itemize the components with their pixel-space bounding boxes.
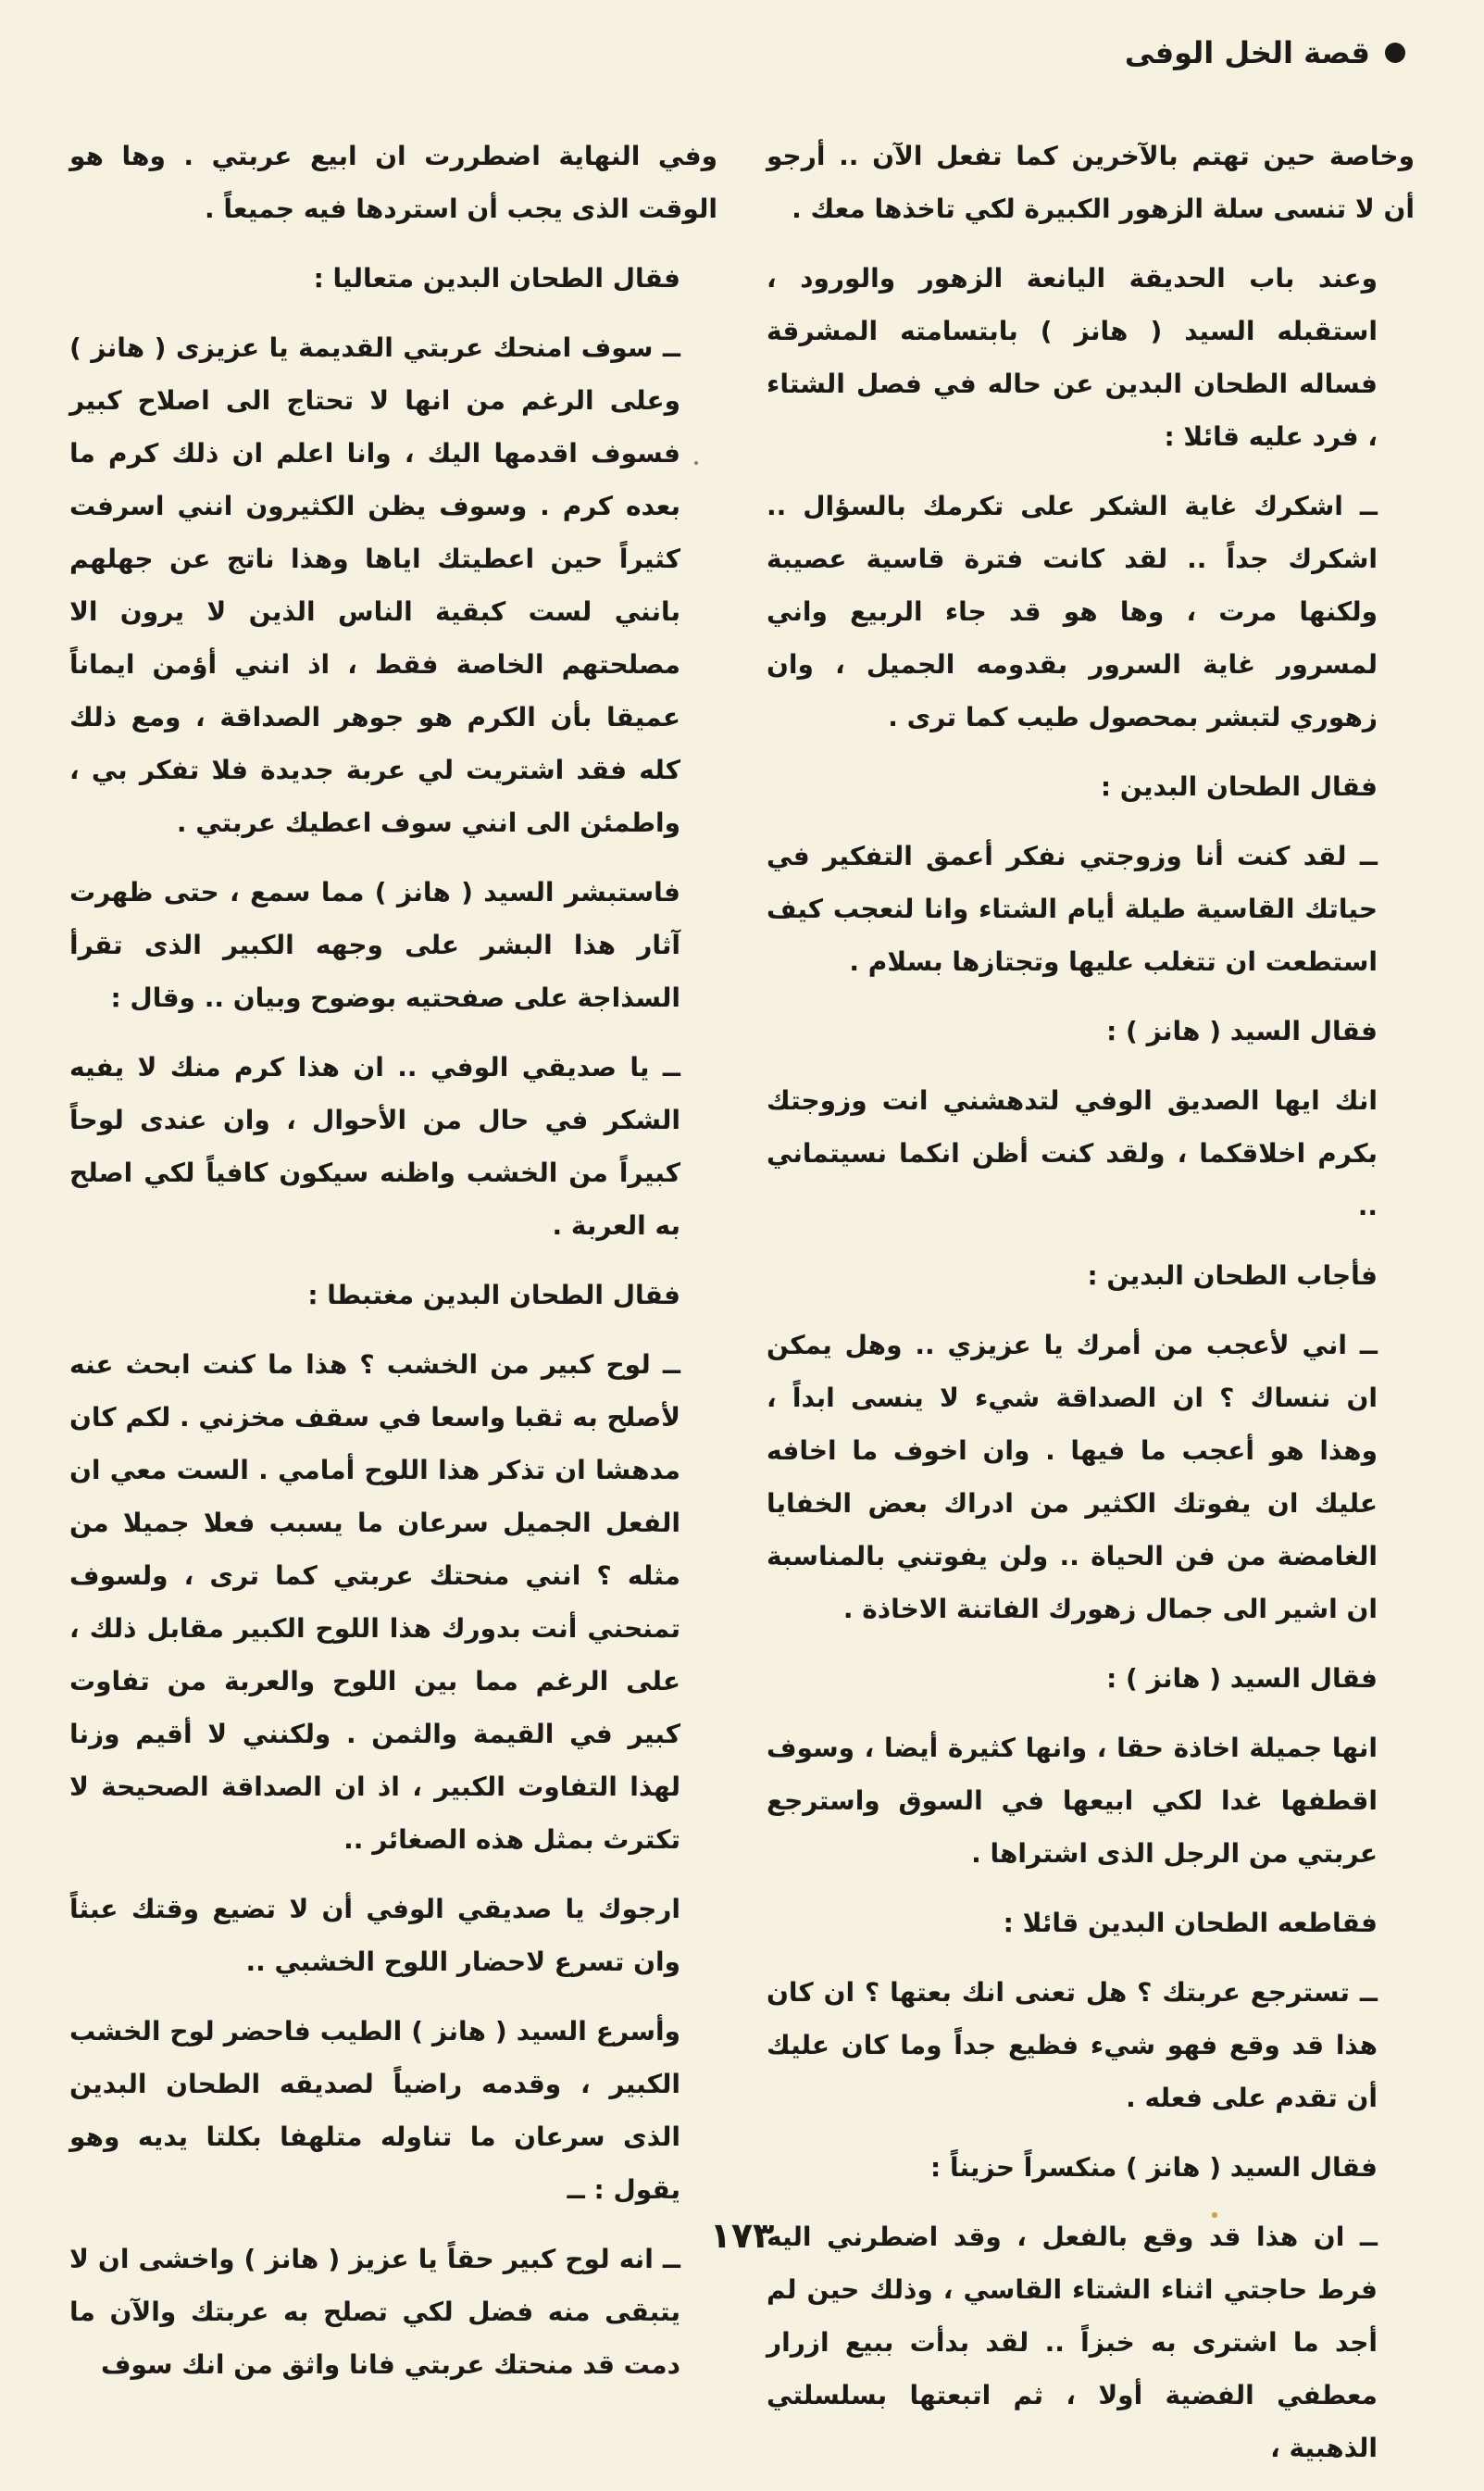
- paragraph: فاستبشر السيد ( هانز ) مما سمع ، حتى ظهرت آثار هذا البشر على وجهه الكبير الذى تقرأ السذاجة على صفحتيه بوضوح وبيان .. وقال :: [69, 877, 680, 1013]
- paragraph: فقال الطحان البدين مغتبطا :: [307, 1280, 680, 1310]
- paragraph: ــ اشكرك غاية الشكر على تكرمك بالسؤال .. اشكرك جداً .. لقد كانت فترة قاسية عصيبة ولكنها مرت ، وها هو قد جاء الربيع واني لمسرور غاية السرور بقدومه الجميل ، وان زهوري لتبشر بمحصول طيب كما ترى .: [767, 491, 1378, 732]
- paragraph: انك ايها الصديق الوفي لتدهشني انت وزوجتك بكرم اخلاقكما ، ولقد كنت أظن انكما نسيتماني ..: [767, 1085, 1378, 1221]
- paragraph: ــ ان هذا قد وقع بالفعل ، وقد اضطرني اليه فرط حاجتي اثناء الشتاء القاسي ، وذلك حين لم أجد ما اشترى به خبزاً .. لقد بدأت ببيع ازرار معطفي الفضية أولا ، ثم اتبعتها بسلسلتي الذهبية ،: [767, 2222, 1378, 2463]
- paragraph: وأسرع السيد ( هانز ) الطيب فاحضر لوح الخشب الكبير ، وقدمه راضياً لصديقه الطحان البدين الذى سرعان ما تناوله متلهفا بكلتا يديه وهو يقول : ــ: [69, 2016, 680, 2205]
- paragraph: فقال السيد ( هانز ) :: [1106, 1663, 1378, 1694]
- page-number: ١٧٣: [709, 2215, 775, 2256]
- paragraph: ــ انه لوح كبير حقاً يا عزيز ( هانز ) واخشى ان لا يتبقى منه فضل لكي تصلح به عربتك والآن ما دمت قد منحتك عربتي فانا واثق من انك سوف: [69, 2244, 680, 2380]
- paragraph: فقال الطحان البدين متعاليا :: [313, 263, 680, 294]
- paragraph: وعند باب الحديقة اليانعة الزهور والورود ، استقبله السيد ( هانز ) بابتسامته المشرقة فساله الطحان البدين عن حاله في فصل الشتاء ، فرد عليه قائلا :: [767, 263, 1378, 452]
- paragraph: فأجاب الطحان البدين :: [1087, 1260, 1378, 1291]
- paragraph: ــ اني لأعجب من أمرك يا عزيزي .. وهل يمكن ان ننساك ؟ ان الصداقة شيء لا ينسى ابداً ، وهذا هو أعجب ما فيها . وان اخوف ما اخافه عليك ان يفوتك الكثير من ادراك بعض الخفايا الغامضة من فن الحياة .. ولن يفوتني بالمناسبة ان اشير الى جمال زهورك الفاتنة الاخاذة .: [767, 1330, 1378, 1624]
- paragraph: وفي النهاية اضطررت ان ابيع عربتي . وها هو الوقت الذى يجب أن استردها فيه جميعاً .: [69, 141, 717, 224]
- paragraph: ــ لقد كنت أنا وزوجتي نفكر أعمق التفكير في حياتك القاسية طيلة أيام الشتاء وانا لنعجب كيف استطعت ان تتغلب عليها وتجتازها بسلام .: [767, 841, 1378, 977]
- paragraph: فقال الطحان البدين :: [1100, 771, 1378, 802]
- running-header: [1125, 35, 1405, 70]
- bullet-dot-icon: [1385, 43, 1405, 63]
- paragraph: ارجوك يا صديقي الوفي أن لا تضيع وقتك عبثاً وان تسرع لاحضار اللوح الخشبي ..: [69, 1894, 680, 1977]
- paragraph: ــ يا صديقي الوفي .. ان هذا كرم منك لا يفيه الشكر في حال من الأحوال ، وان عندى لوحاً كبيراً من الخشب واظنه سيكون كافياً لكي اصلح به العربة .: [69, 1052, 680, 1241]
- running-header-title: قصة الخل الوفى: [1124, 35, 1370, 70]
- paragraph: انها جميلة اخاذة حقا ، وانها كثيرة أيضا ، وسوف اقطفها غدا لكي ابيعها في السوق واسترجع عربتي من الرجل الذى اشتراها .: [767, 1733, 1378, 1869]
- left-text-column: [69, 130, 717, 2408]
- paragraph: ــ لوح كبير من الخشب ؟ هذا ما كنت ابحث عنه لأصلح به ثقبا واسعا في سقف مخزني . لكم كان مدهشا ان تذكر هذا اللوح أمامي . الست معي ان الفعل الجميل سرعان ما يسبب فعلا جميلا من مثله ؟ انني منحتك عربتي كما ترى ، ولسوف تمنحني أنت بدورك هذا اللوح الكبير مقابل ذلك ، على الرغم مما بين اللوح والعربة من تفاوت كبير في القيمة والثمن . ولكنني لا أقيم وزنا لهذا التفاوت الكبير ، اذ ان الصداقة الصحيحة لا تكترث بمثل هذه الصغائر ..: [69, 1349, 680, 1855]
- paragraph: ــ سوف امنحك عربتي القديمة يا عزيزى ( هانز ) وعلى الرغم من انها لا تحتاج الى اصلاح كبير فسوف اقدمها اليك ، وانا اعلم ان ذلك كرم ما بعده كرم . وسوف يظن الكثيرون انني اسرفت كثيراً حين اعطيتك اياها وهذا ناتج عن جهلهم بانني لست كبقية الناس الذين لا يرون الا مصلحتهم الخاصة فقط ، اذ انني أؤمن ايماناً عميقا بأن الكرم هو جوهر الصداقة ، ومع ذلك كله فقد اشتريت لي عربة جديدة فلا تفكر بي ، واطمئن الى انني سوف اعطيك عربتي .: [69, 332, 680, 838]
- paragraph: وخاصة حين تهتم بالآخرين كما تفعل الآن .. أرجو أن لا تنسى سلة الزهور الكبيرة لكي تاخذها معك .: [767, 141, 1415, 224]
- paragraph: ــ تسترجع عربتك ؟ هل تعنى انك بعتها ؟ ان كان هذا قد وقع فهو شيء فظيع جداً وما كان عليك أن تقدم على فعله .: [767, 1977, 1378, 2113]
- paragraph: فقال السيد ( هانز ) منكسراً حزيناً :: [930, 2152, 1378, 2183]
- right-text-column: [767, 130, 1415, 2491]
- paragraph: فقال السيد ( هانز ) :: [1106, 1016, 1378, 1046]
- paragraph: فقاطعه الطحان البدين قائلا :: [1003, 1908, 1378, 1938]
